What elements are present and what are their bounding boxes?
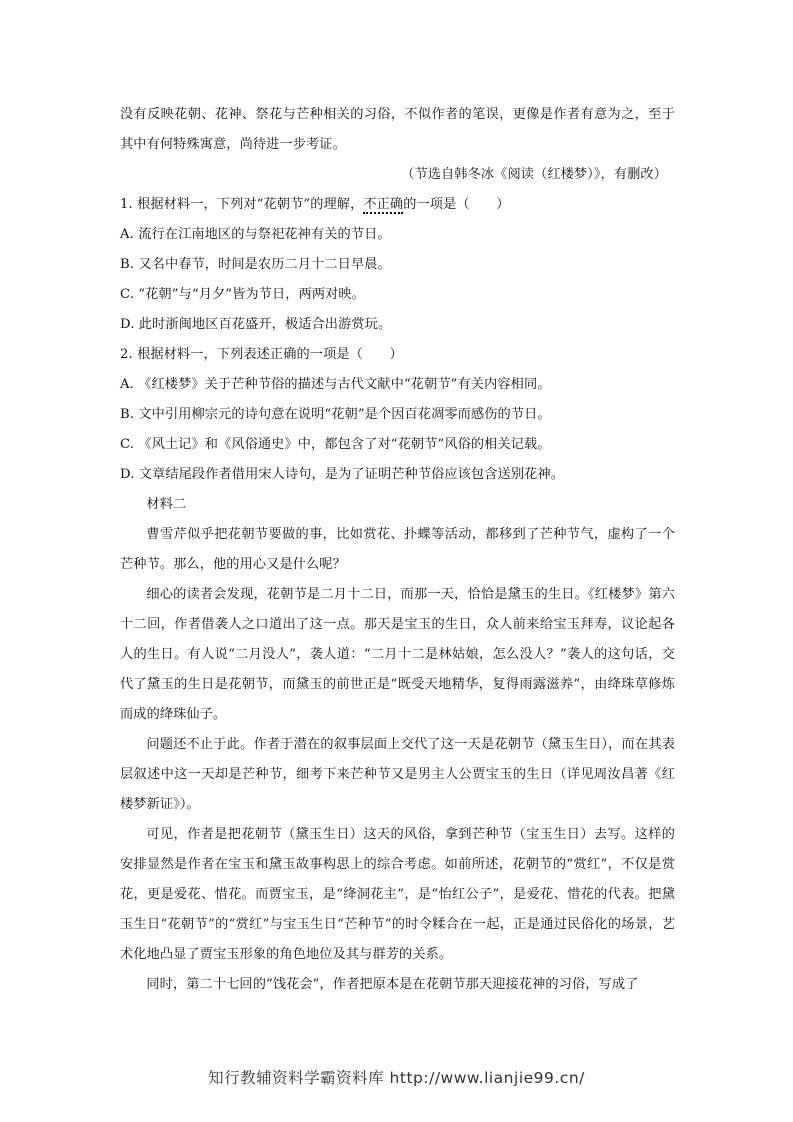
material-two-paragraph-5: 同时，第二十七回的“饯花会”，作者把原本是在花朝节那天迎接花神的习俗，写成了 [146,977,639,992]
question-2-option-a: A. 《红楼梦》关于芒种节俗的描述与古代文献中“花朝节”有关内容相同。 [120,377,551,392]
material-two-title: 材料二 [146,497,187,512]
question-2-option-b: B. 文中引用柳宗元的诗句意在说明“花朝”是个因百花凋零而感伤的节日。 [120,407,551,422]
question-1-option-a: A. 流行在江南地区的与祭祀花神有关的节日。 [120,227,391,242]
document-body [120,100,675,1000]
footer-watermark: 知行教辅资料学霸资料库 http://www.lianjie99.cn/ [208,1069,585,1087]
question-1-stem-before: 1. 根据材料一，下列对“花朝节”的理解， [120,197,364,212]
source-citation: （节选自韩冬冰《阅读（红楼梦）》，有删改） [401,167,667,182]
question-2-stem: 2. 根据材料一，下列表述正确的一项是（ ） [120,347,403,362]
question-2-option-d: D. 文章结尾段作者借用宋人诗句，是为了证明芒种节俗应该包含送别花神。 [120,467,564,482]
material-two-paragraph-1: 曹雪芹似乎把花朝节要做的事，比如赏花、扑蝶等活动，都移到了芒种节气，虚构了一个芒种节。那么，他的用心又是什么呢？ [120,527,675,572]
question-1-option-d: D. 此时浙闽地区百花盛开，极适合出游赏玩。 [120,317,392,332]
material-two-paragraph-2: 细心的读者会发现，花朝节是二月十二日，而那一天，恰恰是黛玉的生日。《红楼梦》第六十二回，作者借袭人之口道出了这一点。那天是宝玉的生日，众人前来给宝玉拜寿，议论起各人的生日。有人说“二月没人”，袭人道：“二月十二是林姑娘，怎么没人？”袭人的这句话，交代了黛玉的生日是花朝节，而黛玉的前世正是“既受天地精华，复得雨露滋养”，由绛珠草修炼而成的绛珠仙子。 [120,587,675,722]
question-1-stem-after: 的一项是（ ） [403,197,510,212]
question-1-option-b: B. 又名中春节，时间是农历二月十二日早晨。 [120,257,391,272]
question-1-stem [120,190,675,220]
passage-paragraph: 没有反映花朝、花神、祭花与芒种相关的习俗，不似作者的笔误，更像是作者有意为之，至于其中有何特殊寓意，尚待进一步考证。 [120,107,675,152]
question-1-emphasis: 不正确 [363,197,404,212]
question-2-option-c: C. 《风土记》和《风俗通史》中，都包含了对“花朝节”风俗的相关记载。 [120,437,551,452]
question-1-option-c: C. “花朝”与“月夕”皆为节日，两两对映。 [120,287,365,302]
material-two-paragraph-4: 可见，作者是把花朝节（黛玉生日）这天的风俗，拿到芒种节（宝玉生日）去写。这样的安排显然是作者在宝玉和黛玉故事构思上的综合考虑。如前所述，花朝节的“赏红”，不仅是赏花，更是爱花、惜花。而贾宝玉，是“绛洞花主”，是“怡红公子”，是爱花、惜花的代表。把黛玉生日“花朝节”的“赏红”与宝玉生日“芒种节”的时令糅合在一起，正是通过民俗化的场景，艺术化地凸显了贾宝玉形象的角色地位及其与群芳的关系。 [120,827,675,962]
material-two-paragraph-3: 问题还不止于此。作者于潜在的叙事层面上交代了这一天是花朝节（黛玉生日），而在其表层叙述中这一天却是芒种节，细考下来芒种节又是男主人公贾宝玉的生日（详见周汝昌著《红楼梦新证》）。 [120,737,675,812]
